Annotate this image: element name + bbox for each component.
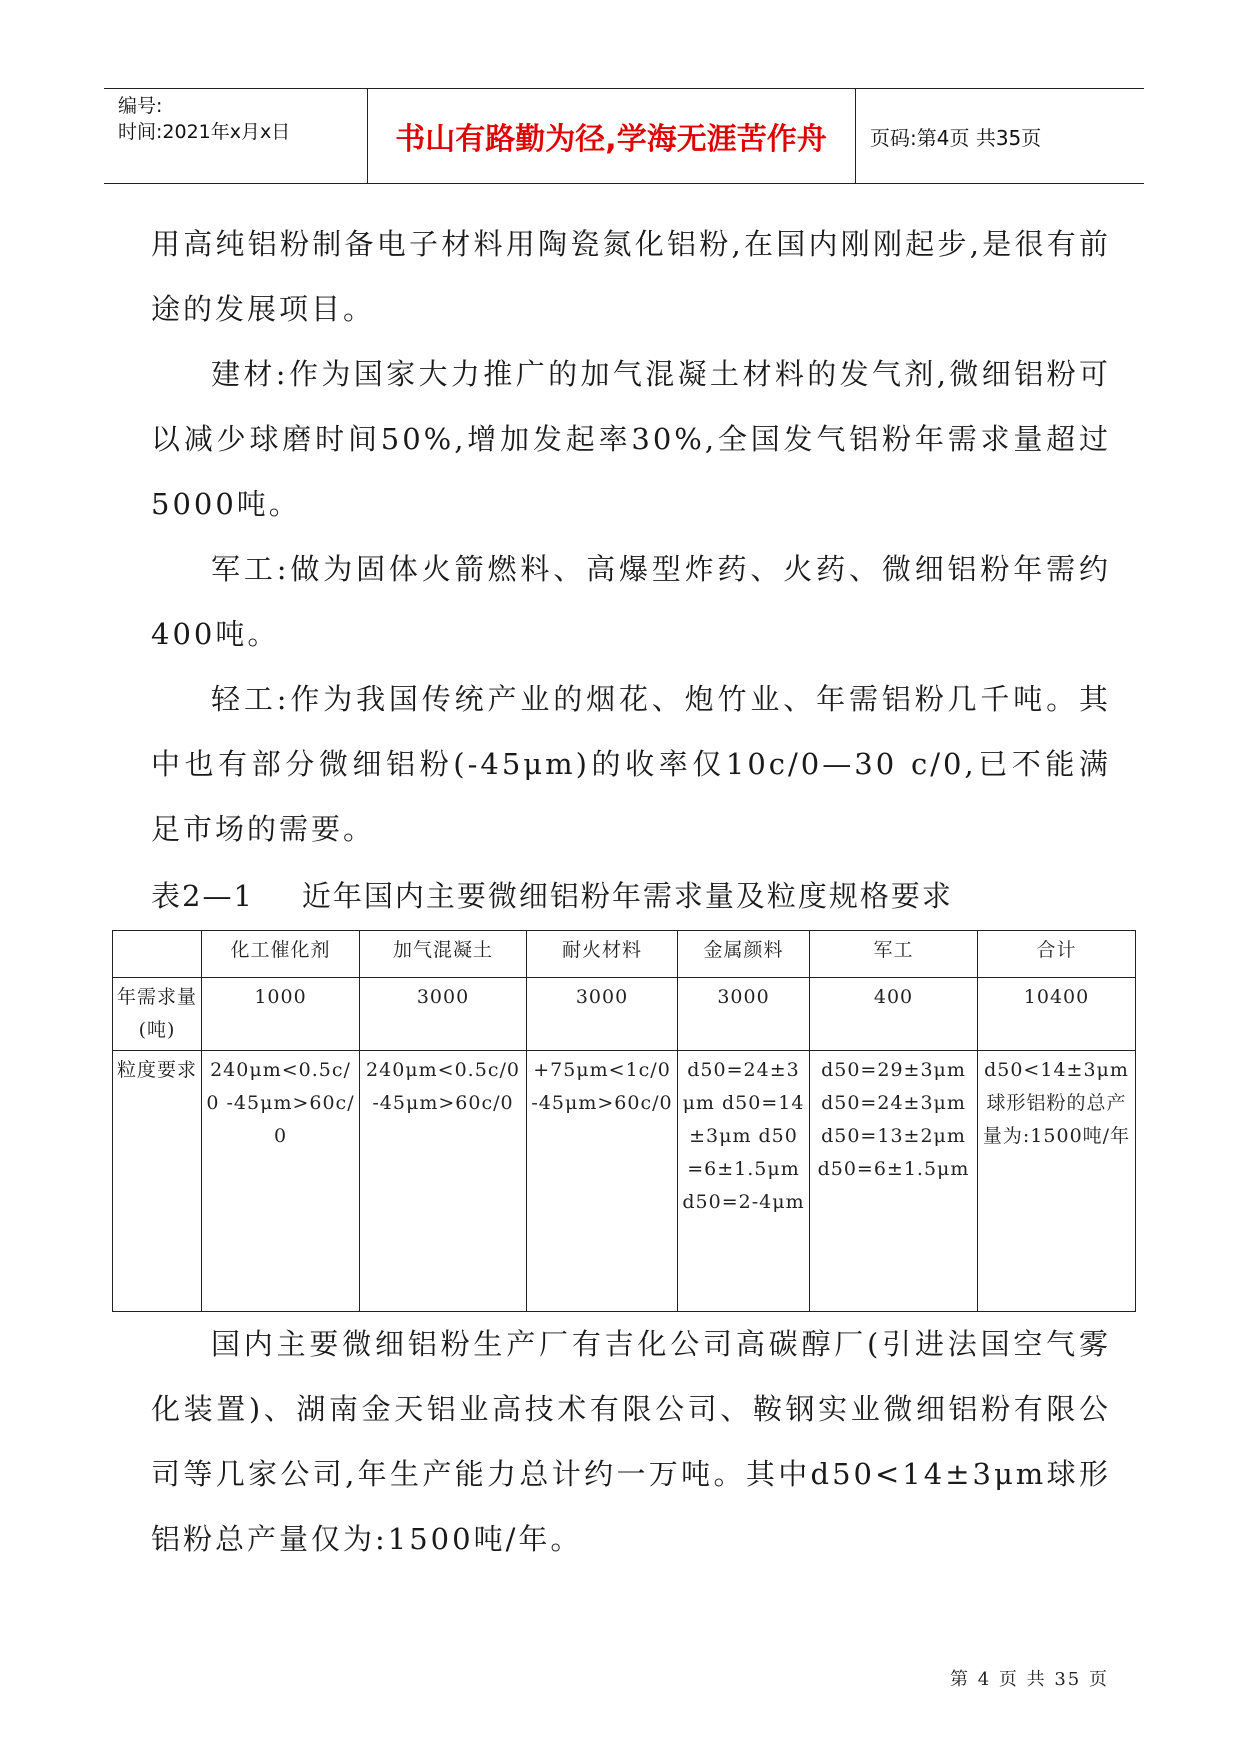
paragraph-light-industry: 轻工:作为我国传统产业的烟花、炮竹业、年需铝粉几千吨。其中也有部分微细铝粉(-45μm)的收率仅10c/0—30 c/0,已不能满足市场的需要。 <box>151 682 1111 846</box>
table-cell: 10400 <box>978 978 1136 1051</box>
header-page-number: 页码:第4页 共35页 <box>870 125 1042 150</box>
time-label: 时间:2021年x月x日 <box>118 121 291 143</box>
paragraph-producers: 国内主要微细铝粉生产厂有吉化公司高碳醇厂(引进法国空气雾化装置)、湖南金天铝业高技术有限公司、鞍钢实业微细铝粉有限公司等几家公司,年生产能力总计约一万吨。其中d50<14±3μm球形铝粉总产量仅为:1500吨/年。 <box>151 1327 1111 1556</box>
table-cell: 240μm<0.5c/0 -45μm>60c/0 <box>360 1051 527 1312</box>
page-footer-number: 第 4 页 共 35 页 <box>950 1669 1109 1690</box>
table-header-cell: 加气混凝土 <box>360 931 527 978</box>
table-cell: d50<14±3μm 球形铝粉的总产量为:1500吨/年 <box>978 1051 1136 1312</box>
paragraph-building-materials: 建材:作为国家大力推广的加气混凝土材料的发气剂,微细铝粉可以减少球磨时间50%,增加发起率30%,全国发气铝粉年需求量超过5000吨。 <box>151 357 1111 521</box>
table-caption-title: 近年国内主要微细铝粉年需求量及粒度规格要求 <box>301 879 953 913</box>
table-cell: 240μm<0.5c/0 -45μm>60c/0 <box>202 1051 360 1312</box>
table-header-cell: 金属颜料 <box>678 931 810 978</box>
table-row-label: 粒度要求 <box>113 1051 202 1312</box>
page-header <box>104 88 1144 184</box>
table-cell: d50=24±3μm d50=14±3μm d50=6±1.5μm d50=2-4μm <box>678 1051 810 1312</box>
demand-spec-table <box>112 930 1136 1312</box>
table-cell: 3000 <box>360 978 527 1051</box>
table-cell: 3000 <box>678 978 810 1051</box>
table-row-label: 年需求量(吨) <box>113 978 202 1051</box>
table-row-demand <box>113 978 1136 1051</box>
table-header-cell: 军工 <box>810 931 978 978</box>
header-meta <box>118 93 290 145</box>
table-caption-number: 表2—1 <box>151 879 254 913</box>
table-cell: +75μm<1c/0 -45μm>60c/0 <box>527 1051 678 1312</box>
paragraph-military: 军工:做为固体火箭燃料、高爆型炸药、火药、微细铝粉年需约400吨。 <box>151 552 1111 651</box>
table-cell: 400 <box>810 978 978 1051</box>
header-divider <box>855 89 856 183</box>
table-cell: 3000 <box>527 978 678 1051</box>
table-header-cell: 合计 <box>978 931 1136 978</box>
table-header-row <box>113 931 1136 978</box>
table-header-cell <box>113 931 202 978</box>
table-cell: d50=29±3μm d50=24±3μm d50=13±2μm d50=6±1.5μm <box>810 1051 978 1312</box>
paragraph-intro: 用高纯铝粉制备电子材料用陶瓷氮化铝粉,在国内刚刚起步,是很有前途的发展项目。 <box>151 227 1111 326</box>
table-header-cell: 耐火材料 <box>527 931 678 978</box>
table-header-cell: 化工催化剂 <box>202 931 360 978</box>
table-caption <box>151 876 953 916</box>
table-cell: 1000 <box>202 978 360 1051</box>
table-row-particle-spec <box>113 1051 1136 1312</box>
serial-number-label: 编号: <box>118 95 163 117</box>
header-motto: 书山有路勤为径,学海无涯苦作舟 <box>395 122 827 157</box>
